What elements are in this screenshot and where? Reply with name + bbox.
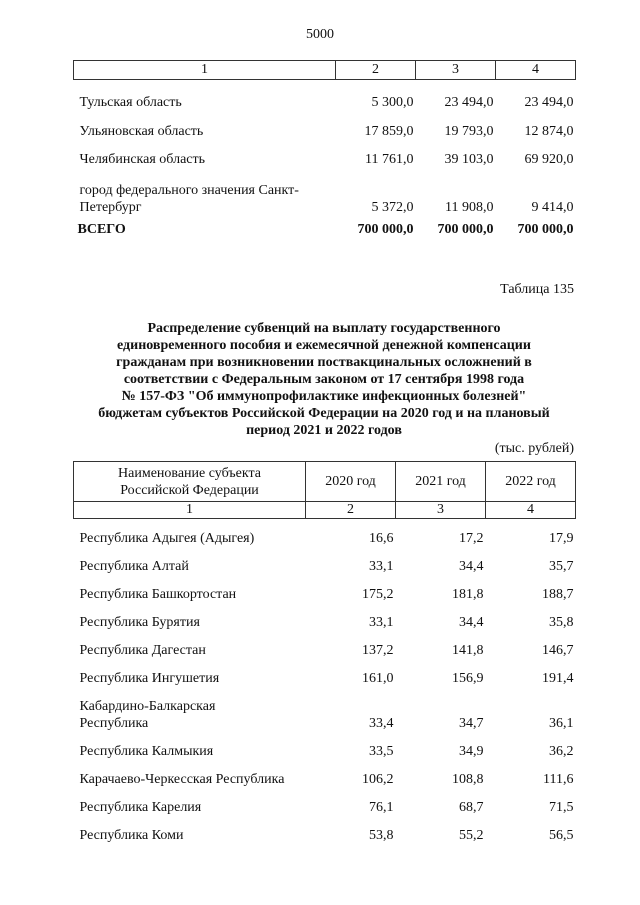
title-line: № 157-ФЗ "Об иммунопрофилактике инфекционных болезней" [121,389,527,404]
title-line: бюджетам субъектов Российской Федерации на 2020 год и на плановый [98,406,550,421]
column-number: 4 [486,502,576,519]
value-2021: 108,8 [452,771,484,787]
value-2020: 106,2 [362,771,394,787]
table-row [74,80,576,111]
region-name: Республика Дагестан [79,642,206,658]
value-2020: 53,8 [369,827,394,843]
table-row [74,168,576,216]
value-2020: 33,5 [369,743,394,759]
column-number: 1 [74,61,336,80]
value-2020: 161,0 [362,670,394,686]
column-number: 1 [74,502,306,519]
value-2020: 137,2 [362,642,394,658]
value-2022: 17,9 [549,530,574,546]
value-2022: 71,5 [549,799,574,815]
table-title [90,320,558,439]
table-row [74,111,576,140]
value-2021: 23 494,0 [444,94,494,110]
region-name-line: Кабардино-Балкарская [79,698,216,714]
region-name: Республика Коми [79,827,184,843]
table-row [74,519,576,547]
value-2021: 55,2 [459,827,484,843]
title-line: единовременного пособия и ежемесячной денежной компенсации [117,338,531,353]
value-2021: 34,9 [459,743,484,759]
column-number: 4 [496,61,576,80]
title-line: соответствии с Федеральным законом от 17 сентября 1998 года [123,372,525,387]
title-line: период 2021 и 2022 годов [246,423,402,438]
value-2020: 5 372,0 [371,199,414,215]
value-2021: 17,2 [459,530,484,546]
region-name: Республика Башкортостан [79,586,237,602]
region-name [74,168,336,216]
subsidy-table [73,461,576,844]
header-row [74,462,576,502]
value-2022: 36,2 [549,743,574,759]
region-name-line: Республика [79,715,149,731]
value-2021: 39 103,0 [444,151,494,167]
total-label: ВСЕГО [77,221,126,237]
region-name: Республика Карелия [79,799,202,815]
value-2020: 175,2 [362,586,394,602]
value-2021: 11 908,0 [445,199,494,215]
region-name: Карачаево-Черкесская Республика [79,771,285,787]
value-2021: 156,9 [452,670,484,686]
page-number: 5000 [306,27,334,42]
table-row [74,631,576,659]
total-2022: 700 000,0 [517,221,574,237]
value-2021: 68,7 [459,799,484,815]
value-2021: 181,8 [452,586,484,602]
value-2022: 23 494,0 [524,94,574,110]
title-line: гражданам при возникновении поствакцинальных осложнений в [116,355,532,370]
region-name: Республика Бурятия [79,614,200,630]
value-2022: 35,8 [549,614,574,630]
value-2021: 19 793,0 [444,123,494,139]
value-2022: 12 874,0 [524,123,574,139]
units-label: (тыс. рублей) [494,441,574,456]
region-name: Ульяновская область [79,123,204,139]
value-2021: 141,8 [452,642,484,658]
table-row [74,760,576,788]
column-number: 2 [306,502,396,519]
value-2021: 34,4 [459,614,484,630]
column-number: 3 [396,502,486,519]
value-2020: 11 761,0 [365,151,414,167]
header-2022: 2022 год [486,462,576,502]
table-row [74,603,576,631]
header-region [74,462,306,502]
column-number: 3 [416,61,496,80]
value-2020: 16,6 [369,530,394,546]
region-name-line: город федерального значения Санкт- [79,182,299,198]
value-2022: 111,6 [543,771,574,787]
region-name: Республика Адыгея (Адыгея) [79,530,255,546]
header-region-line: Российской Федерации [120,482,259,498]
table-row [74,575,576,603]
value-2021: 34,7 [459,715,484,731]
table-label: Таблица 135 [500,282,574,297]
value-2020: 17 859,0 [364,123,414,139]
region-name: Республика Алтай [79,558,189,574]
total-2021: 700 000,0 [437,221,494,237]
header-region-line: Наименование субъекта [118,465,261,481]
value-2022: 146,7 [542,642,574,658]
value-2020: 33,4 [369,715,394,731]
region-name-line: Петербург [79,199,142,215]
table-row [74,140,576,168]
table-row [74,816,576,844]
region-name: Челябинская область [79,151,205,167]
continuation-table [73,60,576,238]
value-2021: 34,4 [459,558,484,574]
table-row [74,732,576,760]
total-2020: 700 000,0 [357,221,414,237]
value-2020: 33,1 [369,614,394,630]
region-name: Республика Ингушетия [79,670,220,686]
header-2020: 2020 год [306,462,396,502]
value-2022: 56,5 [549,827,574,843]
column-number: 2 [336,61,416,80]
region-name [74,687,306,732]
column-number-row [74,502,576,519]
total-row [74,216,576,238]
value-2022: 9 414,0 [531,199,574,215]
value-2022: 35,7 [549,558,574,574]
table-row [74,788,576,816]
value-2020: 33,1 [369,558,394,574]
region-name: Республика Калмыкия [79,743,214,759]
value-2022: 36,1 [549,715,574,731]
value-2020: 5 300,0 [371,94,414,110]
header-2021: 2021 год [396,462,486,502]
value-2022: 69 920,0 [524,151,574,167]
value-2020: 76,1 [369,799,394,815]
column-number-row [74,61,576,80]
table-row [74,547,576,575]
table-row [74,687,576,732]
region-name: Тульская область [79,94,182,110]
table-row [74,659,576,687]
title-line: Распределение субвенций на выплату государственного [147,321,501,336]
value-2022: 188,7 [542,586,574,602]
value-2022: 191,4 [542,670,574,686]
